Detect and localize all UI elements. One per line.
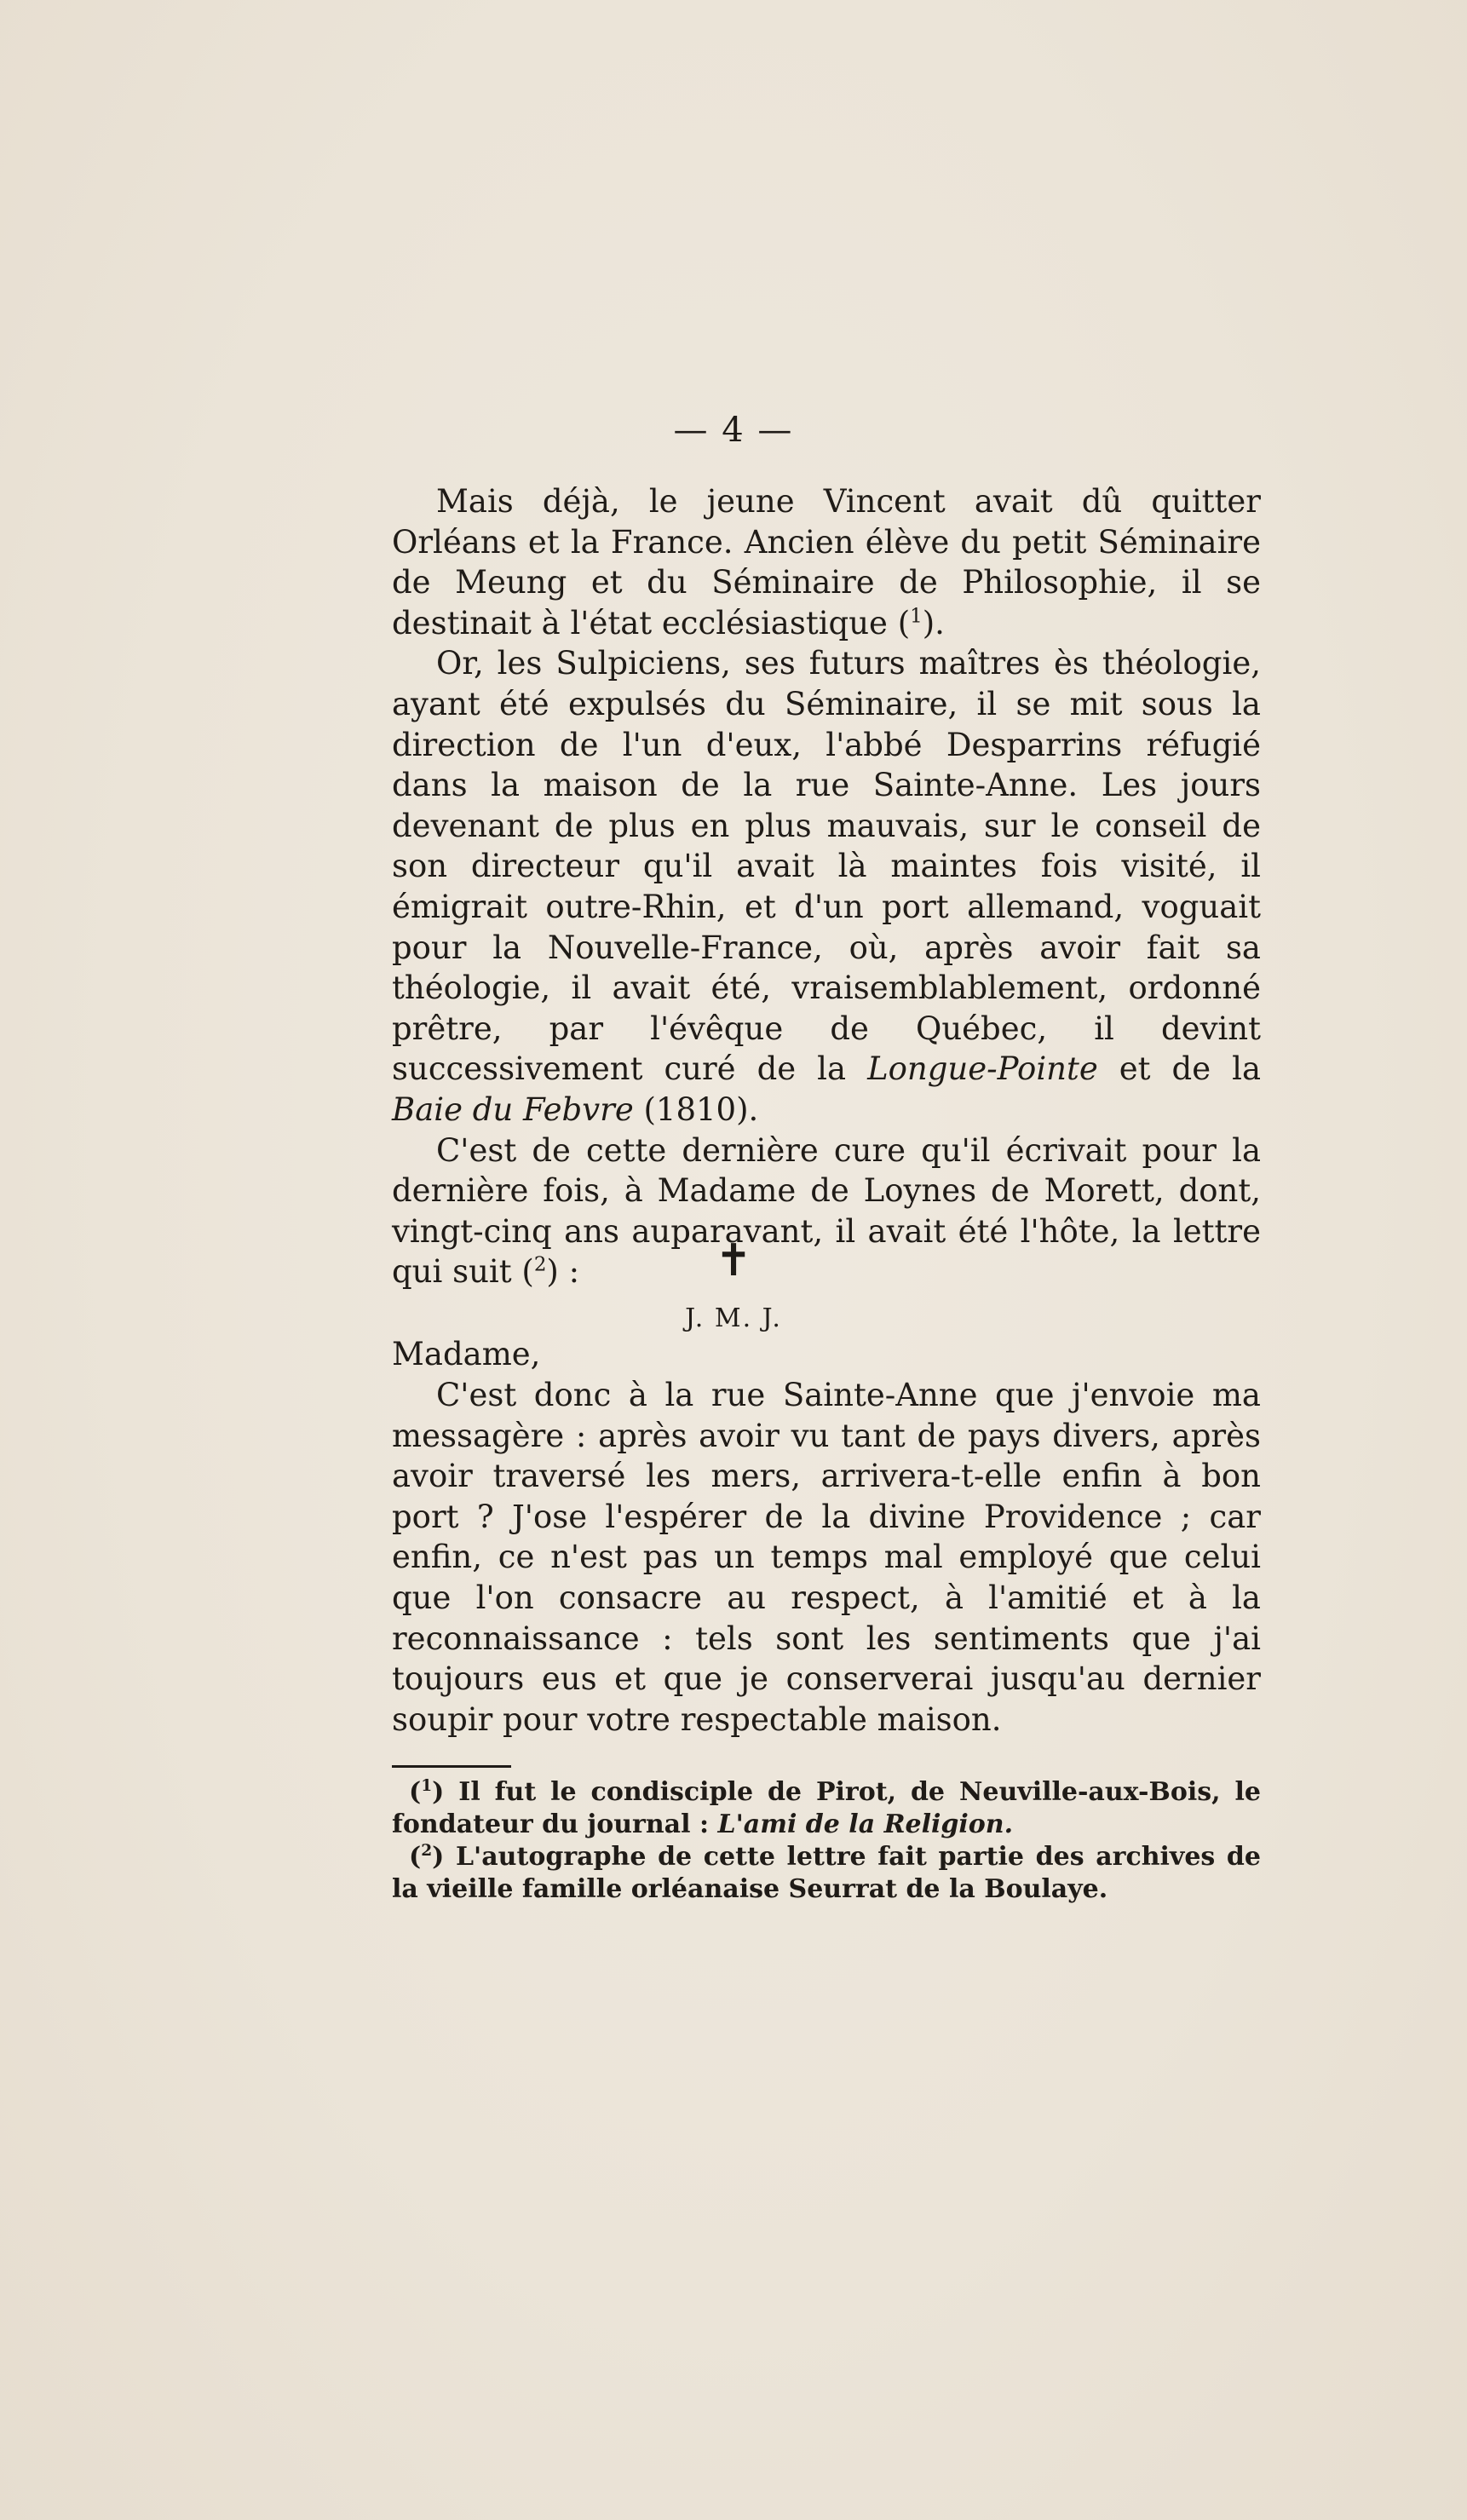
letter-body — [392, 1375, 1261, 1740]
footnote-marker: 1 — [910, 605, 923, 628]
text-segment: ) : — [546, 1253, 580, 1291]
text-segment: (1810). — [633, 1090, 759, 1128]
letter-salutation: Madame, — [392, 1336, 541, 1372]
footnote — [392, 1841, 1261, 1906]
text-segment: Mais déjà, le jeune Vincent avait dû quitter Orléans et la France. Ancien élève du petit Séminaire de Meung et du Séminaire de Philosophie, il se destinait à l'état ecclésiastique ( — [392, 483, 1261, 642]
text-segment: C'est donc à la rue Sainte-Anne que j'envoie ma messagère : après avoir vu tant de pays divers, après avoir traversé les mers, arrivera-t-elle enfin à bon port ? J'ose l'espérer de la divine Providence ; car enfin, ce n'est pas un temps mal employé que celui que l'on consacre au respect, à l'amitié et à la reconnaissance : tels sont les sentiments que j'ai toujours eus et que je conserverai jusqu'au dernier soupir pour votre respectable maison. — [392, 1377, 1261, 1738]
cross-icon: ✝ — [715, 1235, 752, 1286]
text-segment: ( — [409, 1842, 422, 1872]
italic-text: L'ami de la Religion. — [717, 1809, 1014, 1839]
text-segment: ). — [922, 604, 945, 642]
footnote — [392, 1776, 1261, 1841]
text-segment: ) L'autographe de cette lettre fait partie des archives de la vieille famille orléanaise Seurrat de la Boulaye. — [392, 1842, 1261, 1904]
paragraph — [392, 643, 1261, 1130]
main-text — [392, 481, 1261, 1292]
letter-heading: J. M. J. — [685, 1303, 782, 1333]
text-segment: ) Il fut le condisciple de Pirot, de Neuville-aux-Bois, le fondateur du journal : — [392, 1777, 1261, 1839]
footnote-marker: 1 — [421, 1777, 433, 1795]
footnote-marker: 2 — [533, 1253, 547, 1276]
italic-text: Baie du Febvre — [392, 1090, 634, 1128]
footnote-rule — [392, 1765, 511, 1768]
text-segment: et de la — [1097, 1050, 1261, 1088]
page-number: — 4 — — [673, 411, 794, 450]
text-segment: C'est de cette dernière cure qu'il écrivait pour la dernière fois, à Madame de Loynes de Morett, dont, vingt-cinq ans auparavant, il avait été l'hôte, la lettre qui suit ( — [392, 1131, 1261, 1291]
text-segment: ( — [409, 1777, 422, 1807]
paragraph — [392, 1375, 1261, 1740]
text-segment: Or, les Sulpiciens, ses futurs maîtres ès théologie, ayant été expulsés du Séminaire, il se mit sous la direction de l'un d'eux, l'abbé Desparrins réfugié dans la maison de la rue Sainte-Anne. Les jours devenant de plus en plus mauvais, sur le conseil de son directeur qu'il avait là maintes fois visité, il émigrait outre-Rhin, et d'un port allemand, voguait pour la Nouvelle-France, où, après avoir fait sa théologie, il avait été, vraisemblablement, ordonné prêtre, par l'évêque de Québec, il devint successivement curé de la — [392, 645, 1261, 1088]
paragraph — [392, 481, 1261, 643]
footnotes — [392, 1776, 1261, 1906]
footnote-marker: 2 — [421, 1842, 433, 1860]
italic-text: Longue-Pointe — [867, 1050, 1098, 1088]
